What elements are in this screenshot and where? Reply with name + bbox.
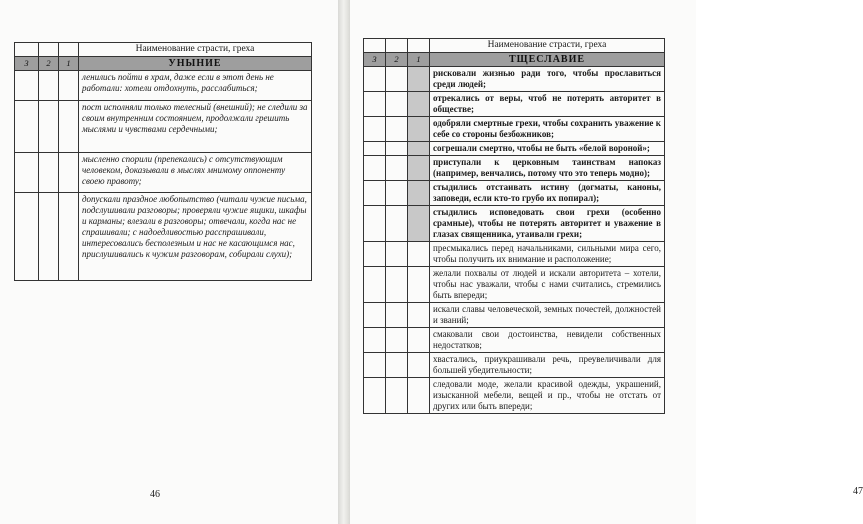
checkbox-cell[interactable] bbox=[39, 193, 59, 281]
sin-item: мысленно спорили (препекались) с отсутствующим человеком, доказывали в мыслях мнимому оппоненту своею правоту; bbox=[79, 153, 312, 193]
checkbox-cell[interactable] bbox=[59, 193, 79, 281]
right-section-title: ТЩЕСЛАВИЕ bbox=[430, 53, 665, 67]
right-sin-rows bbox=[364, 67, 665, 414]
checkbox-cell[interactable] bbox=[364, 267, 386, 303]
checkbox-cell[interactable] bbox=[386, 303, 408, 328]
checkbox-cell[interactable] bbox=[15, 193, 39, 281]
checkbox-cell[interactable] bbox=[364, 67, 386, 92]
checkbox-cell[interactable] bbox=[408, 92, 430, 117]
table-row bbox=[364, 117, 665, 142]
checkbox-cell[interactable] bbox=[364, 142, 386, 156]
checkbox-cell[interactable] bbox=[386, 328, 408, 353]
left-col-2: 2 bbox=[39, 57, 59, 71]
table-row bbox=[364, 181, 665, 206]
left-blank-cell bbox=[59, 43, 79, 57]
left-blank-cell bbox=[15, 43, 39, 57]
checkbox-cell[interactable] bbox=[386, 92, 408, 117]
left-blank-cell bbox=[39, 43, 59, 57]
sin-item: стыдились исповедовать свои грехи (особенно срамные), чтобы не потерять авторитет и уважение в глазах священника, утаивали грехи; bbox=[430, 206, 665, 242]
left-header-title: Наименование страсти, греха bbox=[79, 43, 312, 57]
checkbox-cell[interactable] bbox=[39, 101, 59, 153]
checkbox-cell[interactable] bbox=[386, 378, 408, 414]
right-col-2: 2 bbox=[386, 53, 408, 67]
checkbox-cell[interactable] bbox=[408, 303, 430, 328]
checkbox-cell[interactable] bbox=[386, 267, 408, 303]
checkbox-cell[interactable] bbox=[364, 303, 386, 328]
sin-item: хвастались, приукрашивали речь, преувеличивали для большей убедительности; bbox=[430, 353, 665, 378]
table-row bbox=[364, 353, 665, 378]
sin-item: согрешали смертно, чтобы не быть «белой вороной»; bbox=[430, 142, 665, 156]
table-row bbox=[364, 303, 665, 328]
right-col-1: 1 bbox=[408, 53, 430, 67]
sin-item: искали славы человеческой, земных почестей, должностей и званий; bbox=[430, 303, 665, 328]
table-row bbox=[15, 101, 312, 153]
table-row bbox=[364, 378, 665, 414]
checkbox-cell[interactable] bbox=[39, 153, 59, 193]
sin-item: отрекались от веры, чтоб не потерять авторитет в обществе; bbox=[430, 92, 665, 117]
checkbox-cell[interactable] bbox=[408, 353, 430, 378]
checkbox-cell[interactable] bbox=[386, 142, 408, 156]
sin-item: ленились пойти в храм, даже если в этот день не работали: хотели отдохнуть, расслабиться; bbox=[79, 71, 312, 101]
checkbox-cell[interactable] bbox=[364, 156, 386, 181]
right-header-title: Наименование страсти, греха bbox=[430, 39, 665, 53]
checkbox-cell[interactable] bbox=[386, 67, 408, 92]
checkbox-cell[interactable] bbox=[408, 117, 430, 142]
right-header-row bbox=[364, 39, 665, 53]
checkbox-cell[interactable] bbox=[364, 206, 386, 242]
sin-item: одобряли смертные грехи, чтобы сохранить уважение к себе со стороны безбожников; bbox=[430, 117, 665, 142]
checkbox-cell[interactable] bbox=[386, 181, 408, 206]
sin-item: допускали праздное любопытство (читали чужие письма, подслушивали разговоры; проверяли чужие ящики, шкафы и карманы; влезали в разговоры; отвечали, когда нас не спрашивали; с надоедливостью расспрашивали, интересовались бесполезным и нас не касающимся нас, прислушивались к чужим разговорам, собирали слухи); bbox=[79, 193, 312, 281]
right-page bbox=[350, 0, 863, 524]
right-section-row bbox=[364, 53, 665, 67]
checkbox-cell[interactable] bbox=[408, 328, 430, 353]
checkbox-cell[interactable] bbox=[364, 242, 386, 267]
checkbox-cell[interactable] bbox=[59, 153, 79, 193]
right-sins-table bbox=[363, 38, 665, 414]
left-section-row bbox=[15, 57, 312, 71]
sin-item: пресмыкались перед начальниками, сильными мира сего, чтобы получить их внимание и расположение; bbox=[430, 242, 665, 267]
table-row bbox=[364, 328, 665, 353]
checkbox-cell[interactable] bbox=[408, 267, 430, 303]
checkbox-cell[interactable] bbox=[386, 117, 408, 142]
table-row bbox=[364, 156, 665, 181]
checkbox-cell[interactable] bbox=[39, 71, 59, 101]
right-blank-cell bbox=[386, 39, 408, 53]
checkbox-cell[interactable] bbox=[408, 206, 430, 242]
checkbox-cell[interactable] bbox=[408, 181, 430, 206]
right-blank-cell bbox=[408, 39, 430, 53]
checkbox-cell[interactable] bbox=[15, 101, 39, 153]
sin-item: приступали к церковным таинствам напоказ (например, венчались, потому что это теперь модно); bbox=[430, 156, 665, 181]
table-row bbox=[364, 92, 665, 117]
table-row bbox=[364, 242, 665, 267]
checkbox-cell[interactable] bbox=[386, 353, 408, 378]
sin-item: смаковали свои достоинства, невидели собственных недостатков; bbox=[430, 328, 665, 353]
checkbox-cell[interactable] bbox=[364, 328, 386, 353]
checkbox-cell[interactable] bbox=[364, 117, 386, 142]
left-col-1: 1 bbox=[59, 57, 79, 71]
right-blank-cell bbox=[364, 39, 386, 53]
right-page-number: 47 bbox=[853, 486, 863, 497]
checkbox-cell[interactable] bbox=[59, 101, 79, 153]
checkbox-cell[interactable] bbox=[408, 67, 430, 92]
checkbox-cell[interactable] bbox=[364, 378, 386, 414]
checkbox-cell[interactable] bbox=[59, 71, 79, 101]
checkbox-cell[interactable] bbox=[15, 71, 39, 101]
sin-item: желали похвалы от людей и искали авторитета – хотели, чтобы нас уважали, чтобы с нами считались, стремились быть впереди; bbox=[430, 267, 665, 303]
checkbox-cell[interactable] bbox=[408, 378, 430, 414]
left-sins-table bbox=[14, 42, 312, 281]
table-row bbox=[364, 267, 665, 303]
left-col-3: 3 bbox=[15, 57, 39, 71]
left-section-title: УНЫНИЕ bbox=[79, 57, 312, 71]
checkbox-cell[interactable] bbox=[364, 181, 386, 206]
checkbox-cell[interactable] bbox=[386, 156, 408, 181]
left-header-row bbox=[15, 43, 312, 57]
checkbox-cell[interactable] bbox=[408, 242, 430, 267]
table-row bbox=[364, 206, 665, 242]
checkbox-cell[interactable] bbox=[386, 206, 408, 242]
table-row bbox=[15, 193, 312, 281]
left-page bbox=[0, 0, 340, 524]
checkbox-cell[interactable] bbox=[15, 153, 39, 193]
checkbox-cell[interactable] bbox=[386, 242, 408, 267]
table-row bbox=[364, 142, 665, 156]
sin-item: стыдились отстаивать истину (догматы, каноны, заповеди, если кто-то грубо их попирал); bbox=[430, 181, 665, 206]
left-page-number: 46 bbox=[150, 489, 160, 500]
table-row bbox=[364, 67, 665, 92]
sin-item: пост исполняли только телесный (внешний); не следили за своим внутренним состоянием, продолжали грешить мыслями и чувствами сердечными; bbox=[79, 101, 312, 153]
sin-item: следовали моде, желали красивой одежды, украшений, изысканной мебели, вещей и пр., чтобы не отстать от других или быть впереди; bbox=[430, 378, 665, 414]
table-row bbox=[15, 71, 312, 101]
checkbox-cell[interactable] bbox=[408, 156, 430, 181]
right-col-3: 3 bbox=[364, 53, 386, 67]
sin-item: рисковали жизнью ради того, чтобы прославиться среди людей; bbox=[430, 67, 665, 92]
checkbox-cell[interactable] bbox=[408, 142, 430, 156]
checkbox-cell[interactable] bbox=[364, 353, 386, 378]
table-row bbox=[15, 153, 312, 193]
checkbox-cell[interactable] bbox=[364, 92, 386, 117]
